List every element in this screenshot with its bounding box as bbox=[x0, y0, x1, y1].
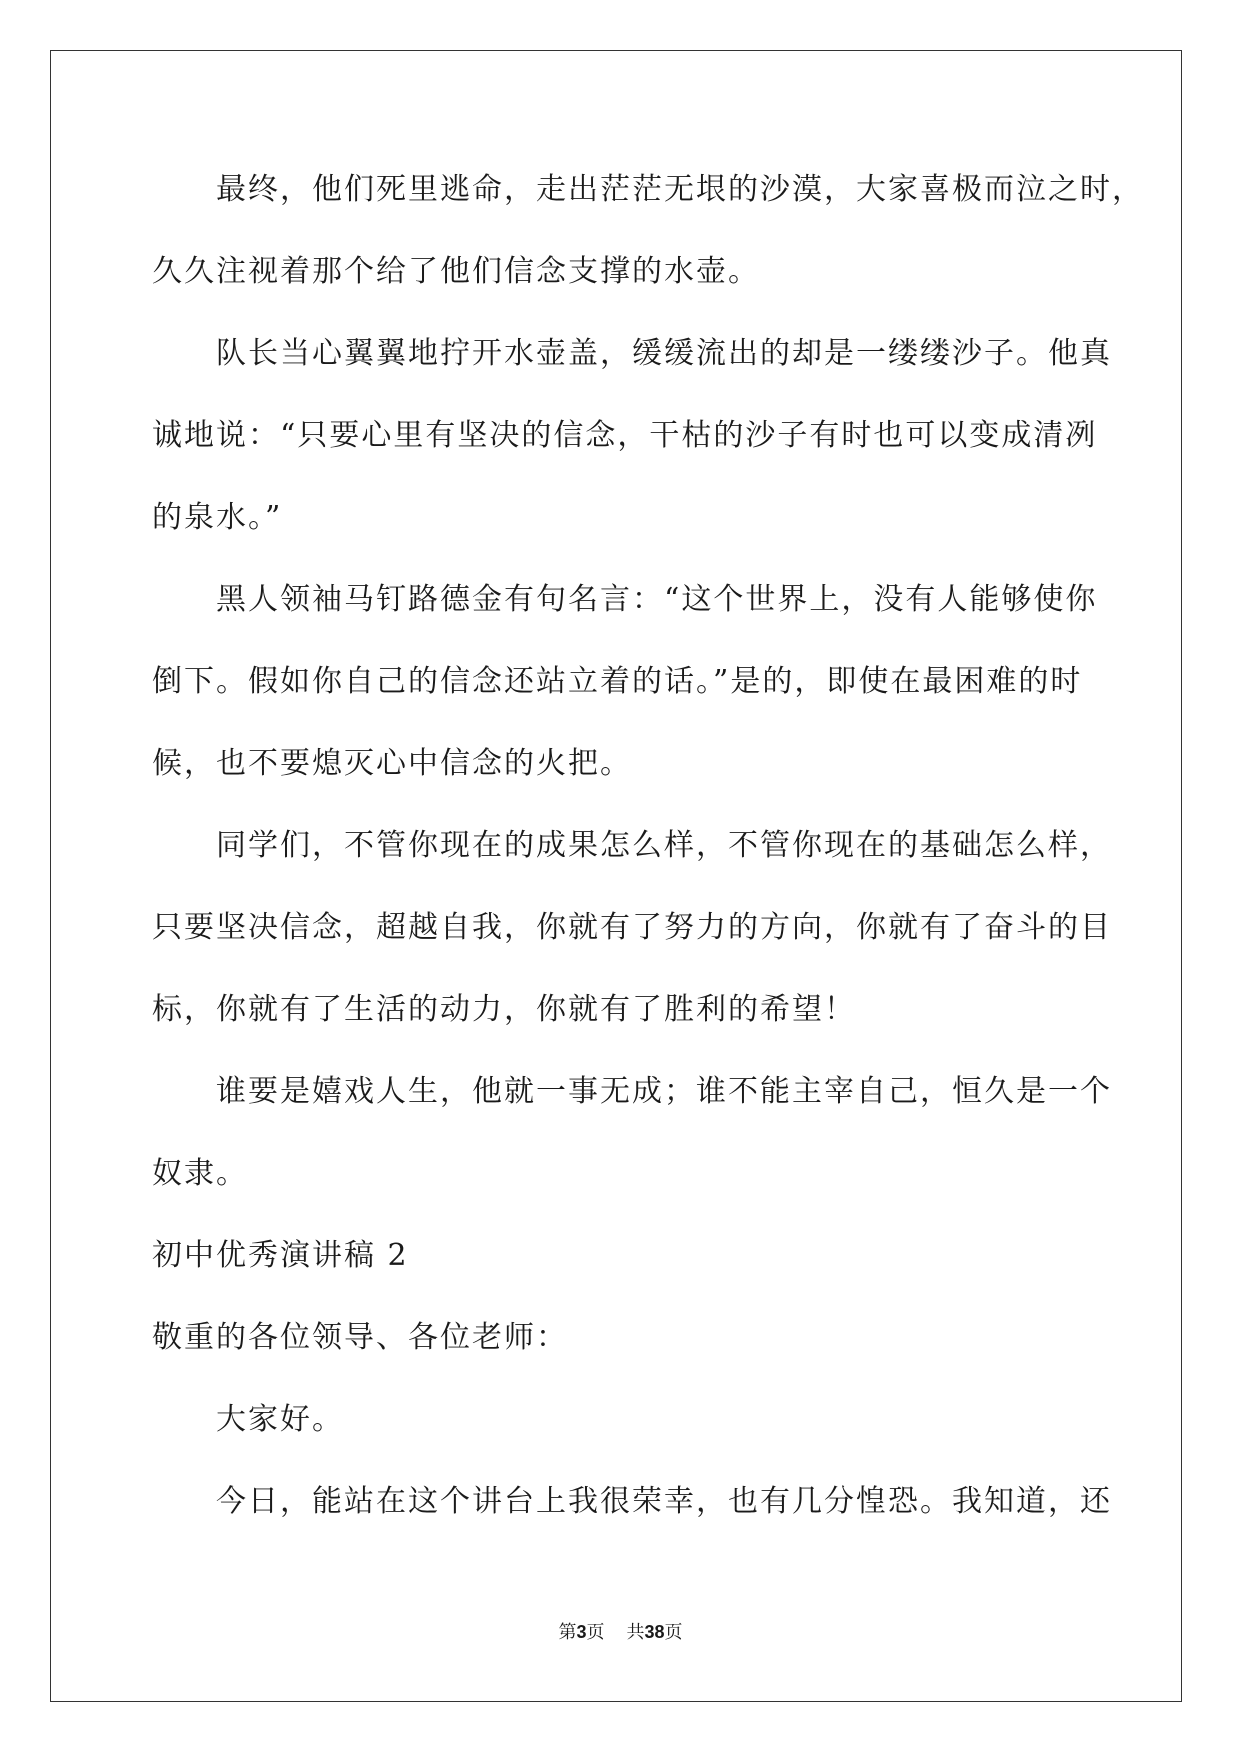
text-line: 候，也不要熄灭心中信念的火把。 bbox=[152, 746, 632, 781]
text-line: 初中优秀演讲稿 2 bbox=[152, 1238, 409, 1273]
footer-total-pages: 38 bbox=[644, 1622, 665, 1642]
footer-total-suffix: 页 bbox=[664, 1622, 683, 1643]
text-line: 队长当心翼翼地拧开水壶盖，缓缓流出的却是一缕缕沙子。他真 bbox=[216, 336, 1112, 371]
text-line: 今日，能站在这个讲台上我很荣幸，也有几分惶恐。我知道，还 bbox=[216, 1484, 1112, 1519]
text-line: 诚地说：“只要心里有坚决的信念，干枯的沙子有时也可以变成清冽 bbox=[152, 418, 1098, 453]
text-line: 黑人领袖马钉路德金有句名言：“这个世界上，没有人能够使你 bbox=[216, 582, 1098, 617]
footer-page-number: 3 bbox=[576, 1622, 587, 1642]
footer-total-prefix: 共 bbox=[626, 1622, 645, 1643]
text-line: 敬重的各位领导、各位老师： bbox=[152, 1320, 568, 1355]
footer-page-prefix: 第 bbox=[558, 1622, 577, 1643]
text-line: 只要坚决信念，超越自我，你就有了努力的方向，你就有了奋斗的目 bbox=[152, 910, 1112, 945]
text-line: 最终，他们死里逃命，走出茫茫无垠的沙漠，大家喜极而泣之时， bbox=[216, 172, 1144, 207]
text-line: 大家好。 bbox=[216, 1402, 344, 1437]
page-footer bbox=[0, 1618, 1241, 1644]
text-line: 谁要是嬉戏人生，他就一事无成；谁不能主宰自己，恒久是一个 bbox=[216, 1074, 1112, 1109]
footer-page-suffix: 页 bbox=[586, 1622, 605, 1643]
text-line: 标，你就有了生活的动力，你就有了胜利的希望！ bbox=[152, 992, 856, 1027]
document-body bbox=[152, 160, 1144, 1554]
text-line: 奴隶。 bbox=[152, 1156, 248, 1191]
text-line: 同学们，不管你现在的成果怎么样，不管你现在的基础怎么样， bbox=[216, 828, 1112, 863]
text-line: 久久注视着那个给了他们信念支撑的水壶。 bbox=[152, 254, 760, 289]
text-line: 倒下。假如你自己的信念还站立着的话。”是的，即使在最困难的时 bbox=[152, 664, 1083, 699]
text-line: 的泉水。” bbox=[152, 500, 283, 535]
